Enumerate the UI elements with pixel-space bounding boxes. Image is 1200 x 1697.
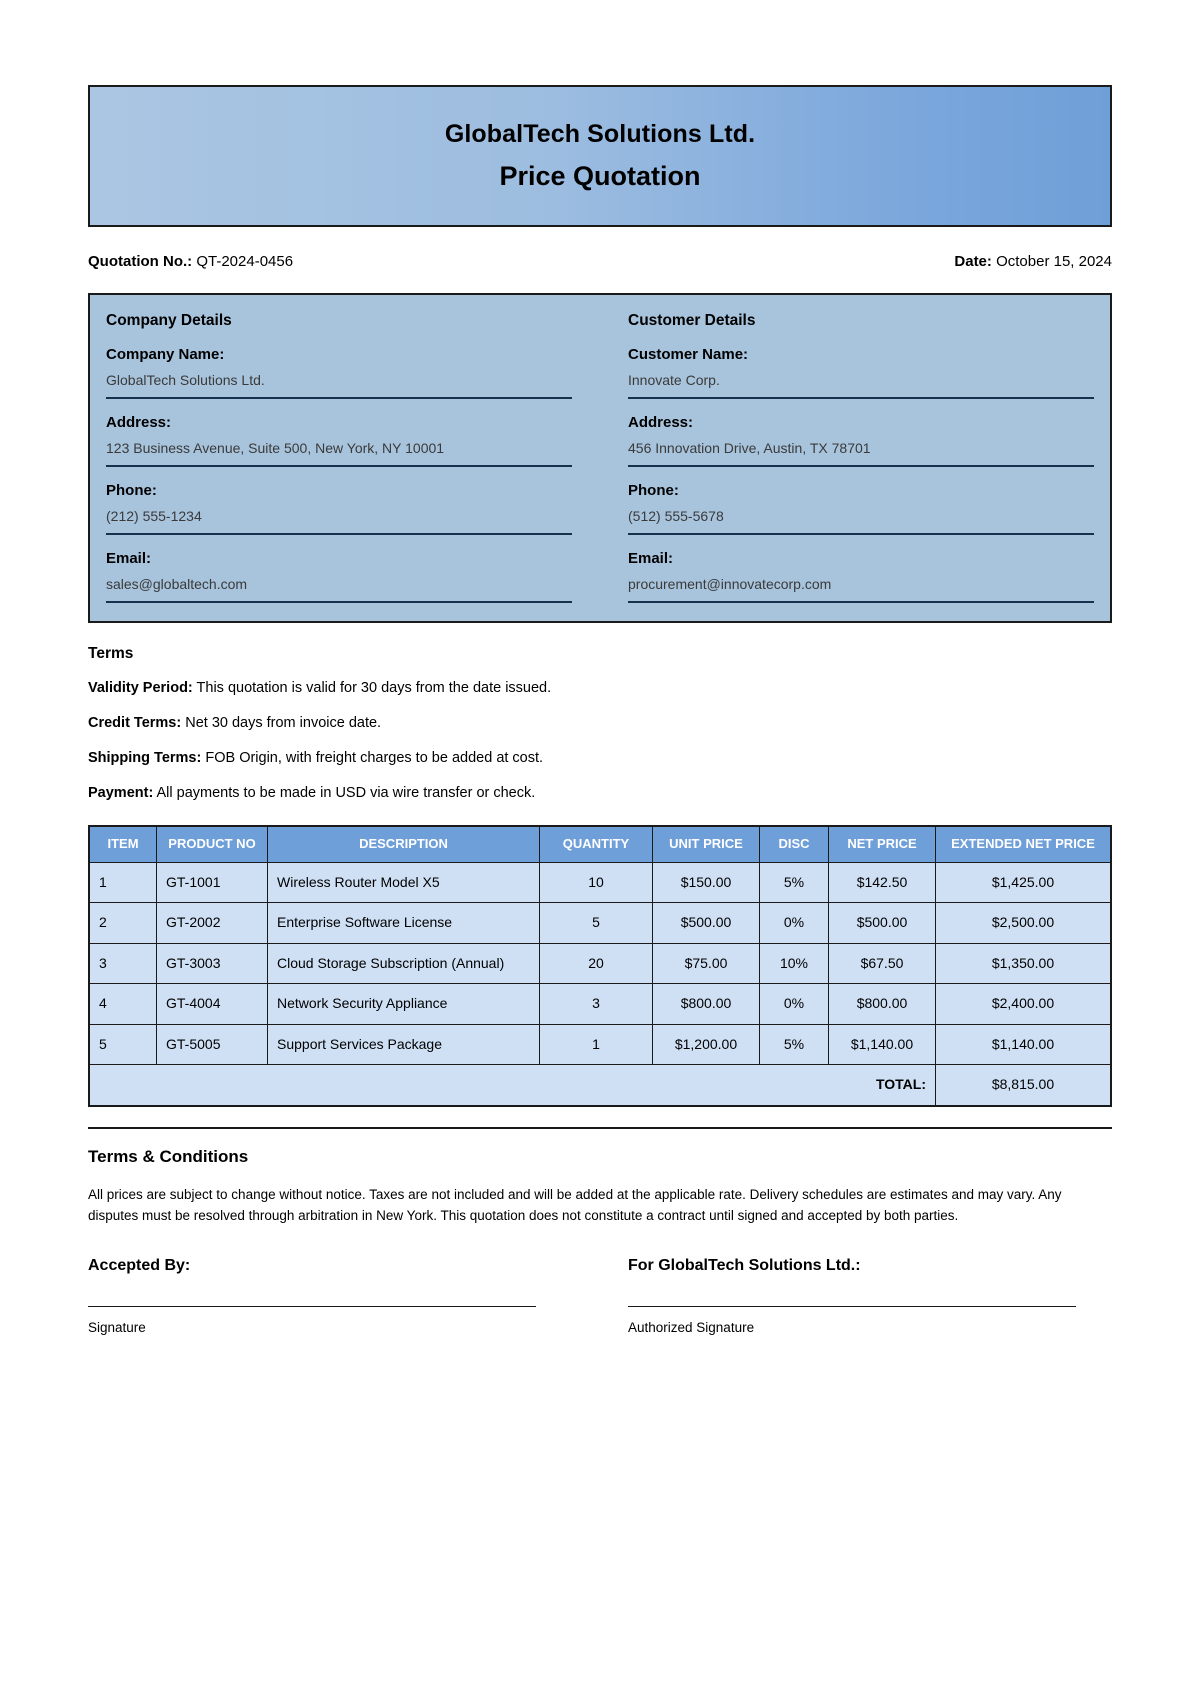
cell-item: 1 [89,862,157,903]
line-items-table-body [89,862,1111,1065]
cell-unit-price: $800.00 [653,984,760,1025]
table-row [89,903,1111,944]
authorized-signature-line[interactable] [628,1306,1076,1307]
line-items-table-foot [89,1065,1111,1106]
terms-section [88,645,1112,801]
for-company-block [600,1257,1112,1335]
table-total-row [89,1065,1111,1106]
cell-extended-net-price: $1,140.00 [936,1024,1112,1065]
document-header-banner [88,85,1112,227]
cell-product-no: GT-2002 [157,903,268,944]
cell-extended-net-price: $1,350.00 [936,943,1112,984]
cell-disc: 0% [760,903,829,944]
company-email-label: Email: [106,550,152,567]
cell-net-price: $800.00 [829,984,936,1025]
column-header-disc: DISC [760,826,829,862]
customer-details-heading: Customer Details [628,312,756,329]
for-company-title: For GlobalTech Solutions Ltd.: [628,1256,861,1274]
term-line [88,715,1112,731]
terms-conditions-divider [88,1127,1112,1129]
cell-disc: 0% [760,984,829,1025]
customer-email-value: procurement@innovatecorp.com [628,576,1094,603]
company-email-value: sales@globaltech.com [106,576,572,603]
cell-product-no: GT-3003 [157,943,268,984]
quotation-meta-row [88,253,1112,270]
table-row [89,862,1111,903]
cell-description: Enterprise Software License [268,903,540,944]
term-line [88,750,1112,766]
cell-quantity: 3 [540,984,653,1025]
cell-description: Network Security Appliance [268,984,540,1025]
term-label: Validity Period: [88,680,193,696]
accepted-by-block [88,1257,600,1335]
table-row [89,984,1111,1025]
company-details-heading: Company Details [106,312,232,329]
column-header-net-price: NET PRICE [829,826,936,862]
total-label: TOTAL: [89,1065,936,1106]
cell-item: 3 [89,943,157,984]
term-text: This quotation is valid for 30 days from the date issued. [192,680,552,696]
customer-name-value: Innovate Corp. [628,372,1094,399]
company-name-heading: GlobalTech Solutions Ltd. [444,120,756,148]
column-header-quantity: QUANTITY [540,826,653,862]
total-value: $8,815.00 [936,1065,1112,1106]
cell-net-price: $67.50 [829,943,936,984]
customer-details-column [600,312,1094,603]
parties-details-box [88,293,1112,623]
terms-heading: Terms [88,645,134,662]
cell-unit-price: $75.00 [653,943,760,984]
cell-description: Cloud Storage Subscription (Annual) [268,943,540,984]
company-name-value: GlobalTech Solutions Ltd. [106,372,572,399]
company-address-label: Address: [106,414,172,431]
term-text: All payments to be made in USD via wire transfer or check. [153,785,536,801]
accepted-by-title: Accepted By: [88,1256,191,1274]
quotation-number [88,253,293,270]
line-items-table [88,825,1112,1107]
cell-quantity: 5 [540,903,653,944]
authorized-signature-caption: Authorized Signature [628,1319,755,1335]
cell-product-no: GT-4004 [157,984,268,1025]
quotation-date-value: October 15, 2024 [996,253,1112,270]
customer-address-value: 456 Innovation Drive, Austin, TX 78701 [628,440,1094,467]
cell-extended-net-price: $2,500.00 [936,903,1112,944]
cell-product-no: GT-5005 [157,1024,268,1065]
document-title: Price Quotation [499,161,701,191]
cell-item: 4 [89,984,157,1025]
cell-net-price: $1,140.00 [829,1024,936,1065]
customer-email-label: Email: [628,550,674,567]
cell-net-price: $500.00 [829,903,936,944]
term-label: Payment: [88,785,154,801]
cell-description: Wireless Router Model X5 [268,862,540,903]
cell-unit-price: $500.00 [653,903,760,944]
company-address-value: 123 Business Avenue, Suite 500, New York, NY 10001 [106,440,572,467]
table-header-row [89,826,1111,862]
column-header-unit-price: UNIT PRICE [653,826,760,862]
term-line [88,680,1112,696]
term-label: Shipping Terms: [88,750,202,766]
cell-item: 5 [89,1024,157,1065]
accepted-by-caption: Signature [88,1319,146,1335]
cell-description: Support Services Package [268,1024,540,1065]
term-label: Credit Terms: [88,715,182,731]
terms-conditions-body: All prices are subject to change without notice. Taxes are not included and will be added at the applicable rate. Delivery schedules are estimates and may vary. Any disputes must be resolved through arbitration in New York. This quotation does not constitute a contract until signed and accepted by both parties. [88,1186,1062,1223]
company-phone-value: (212) 555-1234 [106,508,572,535]
line-items-table-head [89,826,1111,862]
cell-unit-price: $1,200.00 [653,1024,760,1065]
customer-address-label: Address: [628,414,694,431]
cell-quantity: 20 [540,943,653,984]
quotation-number-label: Quotation No.: [88,253,193,270]
company-details-column [106,312,600,603]
cell-quantity: 10 [540,862,653,903]
cell-disc: 10% [760,943,829,984]
cell-unit-price: $150.00 [653,862,760,903]
terms-list [88,680,1112,801]
column-header-product-no: PRODUCT NO [157,826,268,862]
terms-conditions-heading: Terms & Conditions [88,1146,249,1166]
cell-item: 2 [89,903,157,944]
customer-phone-label: Phone: [628,482,679,499]
term-line [88,785,1112,801]
cell-net-price: $142.50 [829,862,936,903]
cell-extended-net-price: $1,425.00 [936,862,1112,903]
cell-product-no: GT-1001 [157,862,268,903]
company-name-label: Company Name: [106,346,225,363]
quotation-date [954,253,1112,270]
accepted-by-signature-line[interactable] [88,1306,536,1307]
quotation-number-value: QT-2024-0456 [196,253,294,270]
column-header-extended-net-price: EXTENDED NET PRICE [936,826,1112,862]
customer-name-label: Customer Name: [628,346,749,363]
customer-phone-value: (512) 555-5678 [628,508,1094,535]
cell-disc: 5% [760,1024,829,1065]
term-text: Net 30 days from invoice date. [181,715,382,731]
table-row [89,943,1111,984]
cell-disc: 5% [760,862,829,903]
table-row [89,1024,1111,1065]
company-phone-label: Phone: [106,482,157,499]
cell-extended-net-price: $2,400.00 [936,984,1112,1025]
signature-section [88,1257,1112,1335]
column-header-item: ITEM [89,826,157,862]
cell-quantity: 1 [540,1024,653,1065]
term-text: FOB Origin, with freight charges to be added at cost. [201,750,544,766]
quotation-date-label: Date: [954,253,992,270]
column-header-description: DESCRIPTION [268,826,540,862]
